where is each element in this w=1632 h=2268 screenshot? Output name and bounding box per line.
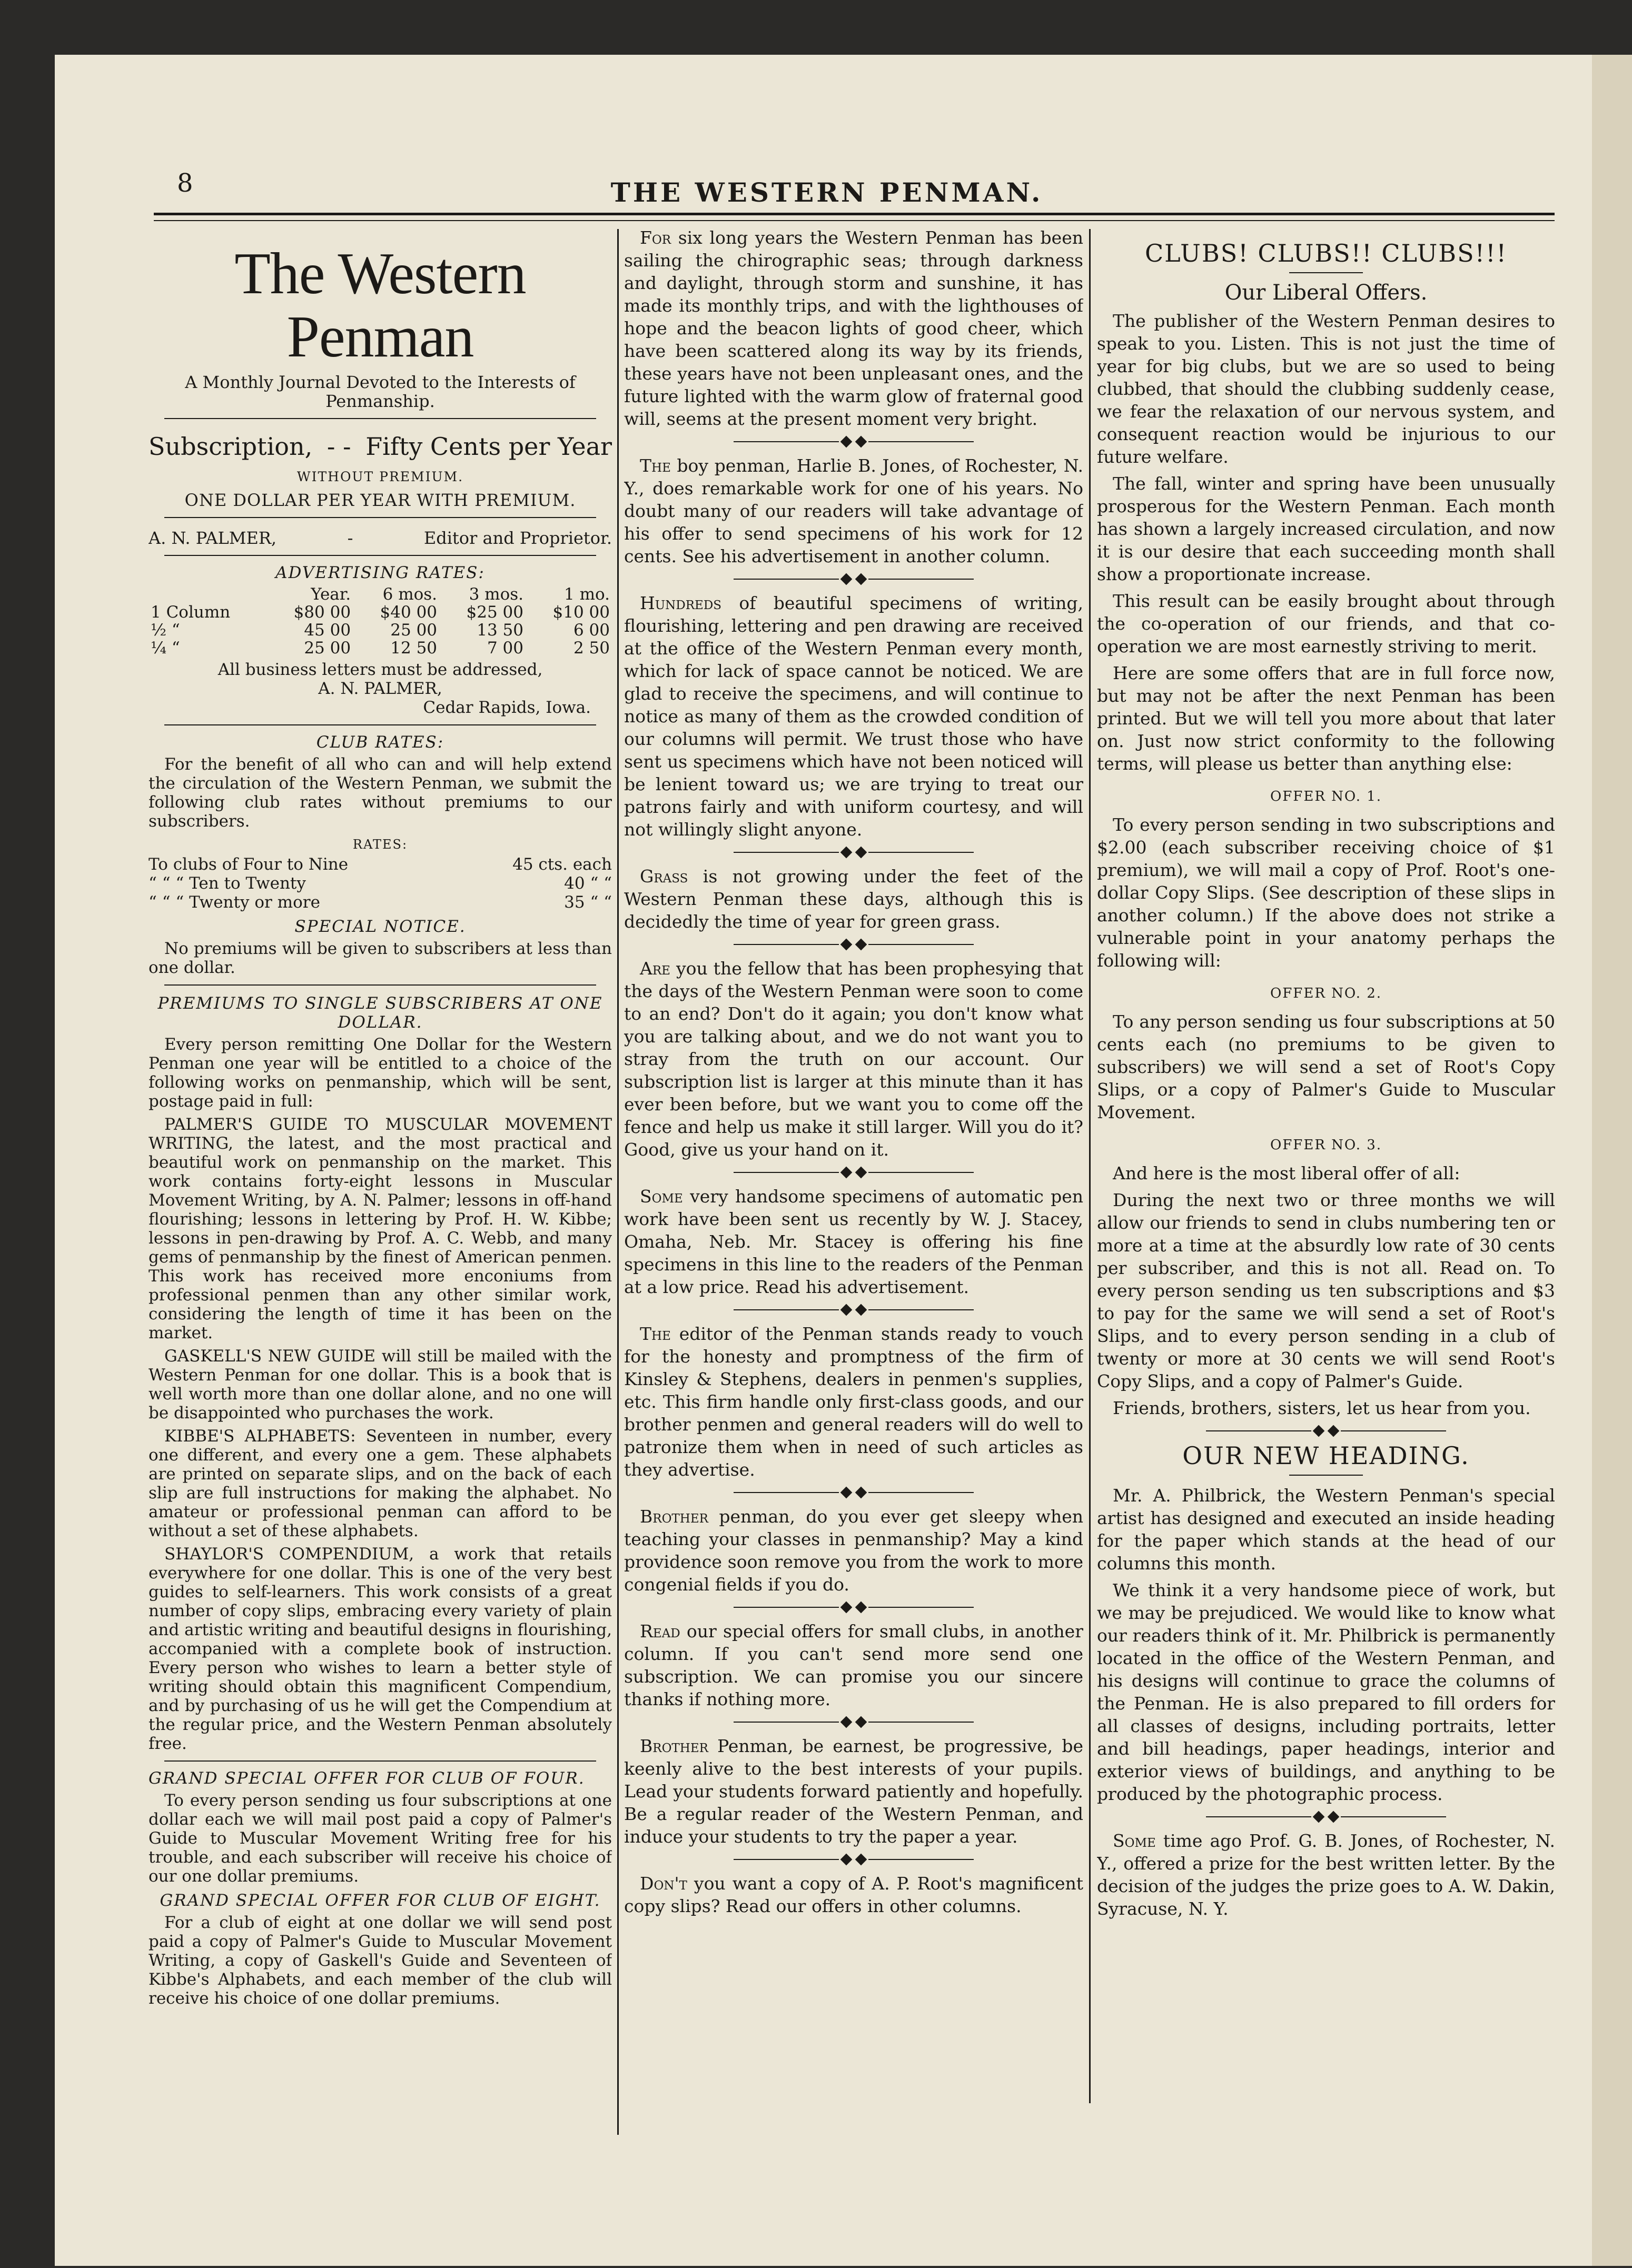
news-item [624,1505,1083,1596]
editor-role: Editor and Proprietor. [423,528,612,548]
premium-gaskell: GASKELL'S NEW GUIDE will still be mailed with the Western Penman for one dollar. This is a book that is well worth more than one dollar alone, and no one will be disappointed who purchases the work. [149,1347,612,1423]
news-text: you want a copy of A. P. Root's magnificent copy slips? Read our offers in other columns. [624,1873,1083,1916]
news-item [624,1185,1083,1298]
news-item [624,1872,1083,1917]
lead-word: Read [640,1621,680,1642]
running-title: THE WESTERN PENMAN. [610,177,1043,208]
news-text: editor of the Penman stands ready to vouch for the honesty and promptness of the firm of Kinsley & Stephens, dealers in penmen's supplies, etc. This firm handle only first-class goods, and our brother penmen and general readers will do well to patronize them when in need of such articles as they advertise. [624,1324,1083,1480]
news-text: Penman, be earnest, be progressive, be keenly alive to the best interests of your pupils. Lead your students forward patiently and hopefully. Be a regular reader of the Western Penman, and induce your students to try the paper a year. [624,1736,1083,1847]
column-3 [1097,226,1555,2101]
offer-text: And here is the most liberal offer of all: [1113,1163,1460,1183]
club-rate-row [149,874,612,893]
liberal-offers-heading: Our Liberal Offers. [1224,281,1428,305]
special-notice-heading: SPECIAL NOTICE. [294,917,466,936]
news-item [624,865,1083,933]
premium-shaylor: SHAYLOR'S COMPENDIUM, a work that retails everywhere for one dollar. This is one of the very best guides to self-learners. This work consists of a great number of copy slips, embracing every variety of plain and artistic writing and beautiful designs in flourishing, accompanied with a complete book of instruction. Every person who wishes to learn a better style of writing should obtain this magnificent Compendium, and by purchasing of us he will get the Compendium at the regular price, and the Western Penman absolutely free. [149,1545,612,1753]
ornament-divider [624,1306,1083,1314]
subscription-line [149,432,612,461]
ornament-divider [624,437,1083,446]
rate-cell: 25 00 [390,621,438,640]
ornament-divider [624,575,1083,583]
lead-word: For [640,227,671,248]
paragraph: This result can be easily brought about through the co-operation of our friends, and that co-operation we are most earnestly striving to merit. [1097,591,1555,656]
page-number: 8 [177,168,193,198]
news-text: our special offers for small clubs, in another column. If you can't send more send one subscription. We can promise you our sincere thanks if nothing more. [624,1621,1083,1709]
lead-word: Some [1113,1831,1156,1851]
club-rate-label: “ “ “ Twenty or more [149,893,320,912]
editor-line [149,529,612,548]
editor-name: A. N. PALMER, [149,528,277,548]
news-item [624,226,1083,430]
club-rate-value: 45 cts. each [512,855,612,874]
grand-four-heading: GRAND SPECIAL OFFER FOR CLUB OF FOUR. [149,1769,585,1788]
clubs-heading: CLUBS! CLUBS!! CLUBS!!! [1144,239,1508,267]
paragraph: The publisher of the Western Penman desires to speak to you. Listen. This is not just the time of year for big clubs, but we are so used to being clubbed, that should the clubbing suddenly cease, we fear the relaxation of our nervous system, and consequent reaction would be injurious to our future welfare. [1097,311,1555,467]
rate-cell: $25 00 [466,603,523,622]
ornament-divider [1097,1813,1555,1821]
subscription-dashes: - - [327,432,351,461]
news-text: penman, do you ever get sleepy when teaching your classes in penmanship? May a kind providence soon remove you from the work to more congenial fields if you do. [624,1506,1083,1595]
rates-row [149,621,612,639]
page-header [98,167,1556,215]
grand-four-text: To every person sending us four subscriptions at one dollar each we will mail post paid a copy of Palmer's Guide to Muscular Movement Writing free for his trouble, and each subscriber will receive his choice of our one dollar premiums. [149,1791,612,1886]
rate-cell: 25 00 [304,639,351,658]
lead-word: Some [640,1186,683,1207]
rate-cell: 2 50 [573,639,610,658]
news-item [624,592,1083,841]
offer-text: During the next two or three months we will allow our friends to send in clubs numbering ten or more at a time at the absurdly low rate of 30 cents per subscriber, and this is not all. Read on. To every person sending us ten subscriptions and $3 to pay for the same we will send a set of Root's Slips, and to every person sending in a club of twenty or more at 30 cents we will send Root's Copy Slips, and a copy of Palmer's Guide. [1097,1190,1555,1391]
rate-col: Year. [311,585,351,604]
club-rate-value: 40 “ “ [564,874,612,893]
offer-label: OFFER NO. 3. [1270,1137,1382,1153]
lead-word: Grass [640,866,688,887]
editor-dash: - [347,528,353,548]
divider [164,984,596,986]
column-divider-1 [617,229,619,2135]
offer-text: To every person sending in two subscriptions and $2.00 (each subscriber receiving choice of $1 premium), we will mail a copy of Prof. Root's one-dollar Copy Slips. (See description of these slips in another column.) If the above does not strike a vulnerable point in your anatomy perhaps the following will: [1097,814,1555,971]
rate-cell: $10 00 [552,603,610,622]
divider [164,724,596,725]
news-text: six long years the Western Penman has been sailing the chirographic seas; through darkness and daylight, through storm and sunshine, it has made its monthly trips, and with the lighthouses of hope and the beacon lights of good cheer, which have been scattered along its way by its friends, these years have not been unpleasant ones, and the future lighted with the warm glow of fraternal good will, seems at the present moment very bright. [624,227,1083,429]
rate-cell: 13 50 [477,621,523,640]
paragraph: The fall, winter and spring have been unusually prosperous for the Western Penman. Each month has shown a largely increased circulation, and now it is our desire that each succeeding month shall show a proportionate increase. [1097,473,1555,584]
grand-eight-heading: GRAND SPECIAL OFFER FOR CLUB OF EIGHT. [160,1891,601,1910]
paragraph: Here are some offers that are in full force now, but may not be after the next Penman has been printed. But we will tell you more about that later on. Just now strict conformity to the following terms, will please us better than anything else: [1097,663,1555,774]
club-text: For the benefit of all who can and will help extend the circulation of the Western Penman, we submit the following club rates without premiums to our subscribers. [149,755,612,831]
premium-palmer: PALMER'S GUIDE TO MUSCULAR MOVEMENT WRITING, the latest, and the most practical and beautiful work on penmanship on the market. This work contains forty-eight lessons in Muscular Movement Writing, by A. N. Palmer; lessons in off-hand flourishing; lessons in lettering by Prof. H. W. Kibbe; lessons in pen-drawing by Prof. A. C. Webb, and many gems of penmanship by the finest of American penmen. This work has received more enconiums from professional penmen than any other similar work, considering the length of time it has been on the market. [149,1115,612,1342]
grand-eight-text: For a club of eight at one dollar we will send post paid a copy of Palmer's Guide to Muscular Movement Writing, a copy of Gaskell's Guide and Seventeen of Kibbe's Alphabets, and each member of the club will receive his choice of one dollar premiums. [149,1913,612,2008]
special-notice-text: No premiums will be given to subscribers at less than one dollar. [149,939,612,977]
rate-cell: $40 00 [380,603,438,622]
new-heading-title: OUR NEW HEADING. [1182,1441,1470,1470]
paragraph: Mr. A. Philbrick, the Western Penman's special artist has designed and executed an inside heading for the paper which stands at the head of our columns this month. [1097,1485,1555,1574]
rate-cell: 12 50 [390,639,438,658]
ornament-divider [624,1168,1083,1177]
rate-col: 3 mos. [469,585,523,604]
news-text: boy penman, Harlie B. Jones, of Rochester, N. Y., does remarkable work for one of his years. No doubt many of our readers will take advantage of his offer to send specimens of his work for 12 cents. See his advertisement in another column. [624,455,1083,566]
lead-word: Are [640,958,670,979]
short-rule [1289,1475,1363,1476]
club-rate-row [149,855,612,874]
club-rate-label: To clubs of Four to Nine [149,855,349,874]
short-rule [1289,272,1363,273]
rate-cell: $80 00 [293,603,351,622]
rate-cell: 7 00 [487,639,523,658]
club-rate-value: 35 “ “ [564,893,612,912]
ornament-divider [624,848,1083,857]
club-rates-heading: CLUB RATES: [316,733,444,752]
premiums-intro: Every person remitting One Dollar for the Western Penman one year will be entitled to a choice of the following works on penmanship, which will be sent, postage paid in full: [149,1035,612,1111]
lead-word: Brother [640,1736,708,1756]
news-item [624,957,1083,1161]
news-text: time ago Prof. G. B. Jones, of Rochester, N. Y., offered a prize for the best written letter. By the decision of the judges the prize goes to A. W. Dakin, Syracuse, N. Y. [1097,1831,1555,1919]
ornament-divider [1097,1427,1555,1435]
rates-row [149,603,612,621]
masthead: The Western Penman [234,241,526,370]
header-rule-thin [154,220,1555,221]
news-text: is not growing under the feet of the Western Penman these days, although this is decidedly the time of year for green grass. [624,866,1083,932]
premium-kibbe: KIBBE'S ALPHABETS: Seventeen in number, every one different, and every one a gem. These alphabets are printed on separate slips, and on the back of each slip are full instructions for making the alphabet. No amateur or professional penman can afford to be without a set of these alphabets. [149,1427,612,1540]
news-item [624,1620,1083,1710]
divider [164,517,596,518]
news-item [624,1735,1083,1848]
without-premium: WITHOUT PREMIUM. [296,469,464,484]
rate-col: 6 mos. [382,585,438,604]
news-text: you the fellow that has been prophesying that the days of the Western Penman were soon to come to an end? Don't do it again; you don't know what you are talking about, and we do not want you to stray from the truth on our account. Our subscription list is larger at this minute than it has ever been before, but we want you to come off the fence and help us make it still larger. Will you do it? Good, give us your hand on it. [624,958,1083,1160]
lead-word: Hundreds [640,593,722,613]
club-rate-label: “ “ “ Ten to Twenty [149,874,306,893]
subscription-label: Subscription, [149,432,313,461]
offer-text: To any person sending us four subscriptions at 50 cents each (no premiums to be given to subscribers) we will send a set of Root's Copy Slips, or a copy of Palmer's Guide to Muscular Movement. [1097,1011,1555,1122]
rate-label: ¼ “ [151,639,180,658]
news-item [1097,1829,1555,1920]
tagline: A Monthly Journal Devoted to the Interests of Penmanship. [185,372,576,411]
next-page-edge [1592,55,1632,2266]
address-line: All business letters must be addressed, [217,660,543,679]
divider [164,555,596,556]
offer-label: OFFER NO. 2. [1270,986,1382,1001]
lead-word: Brother [640,1506,708,1527]
advertising-heading: ADVERTISING RATES: [275,563,485,582]
ornament-divider [624,1603,1083,1612]
with-premium: ONE DOLLAR PER YEAR WITH PREMIUM. [184,490,576,510]
news-text: very handsome specimens of automatic pen work have been sent us recently by W. J. Stacey, Omaha, Neb. Mr. Stacey is offering his fine specimens in this line to the readers of the Penman at a low price. Read his advertisement. [624,1186,1083,1297]
rates-row [149,639,612,657]
premiums-heading: PREMIUMS TO SINGLE SUBSCRIBERS AT ONE DOLLAR. [157,994,603,1032]
rate-label: 1 Column [151,603,231,622]
lead-word: The [640,1324,671,1344]
lead-word: The [640,455,671,476]
lead-word: Don't [640,1873,687,1894]
news-text: of beautiful specimens of writing, flourishing, lettering and pen drawing are received at the office of the Western Penman every month, which for lack of space cannot be noticed. We are glad to receive the specimens, and will continue to notice as many of them as the crowded condition of our columns will permit. We trust those who have sent us specimens which have not been noticed will be lenient toward us; we are trying to treat our patrons fairly and with uniform courtesy, and will not willingly slight anyone. [624,593,1083,840]
column-1 [149,226,612,2127]
address-city: Cedar Rapids, Iowa. [423,698,591,717]
ornament-divider [624,940,1083,949]
rates-label: RATES: [352,837,408,852]
paragraph: Friends, brothers, sisters, let us hear from you. [1113,1398,1531,1418]
news-item [624,1322,1083,1481]
divider [164,1760,596,1762]
rates-header-row [149,585,612,603]
rate-cell: 6 00 [573,621,610,640]
advertising-rates-table [149,585,612,657]
rate-cell: 45 00 [304,621,351,640]
rate-label: ½ “ [151,621,180,640]
ornament-divider [624,1718,1083,1726]
news-item [624,454,1083,568]
column-divider-2 [1089,229,1091,2103]
ornament-divider [624,1488,1083,1497]
header-rule [154,213,1555,215]
divider [164,418,596,419]
club-rate-row [149,893,612,912]
address-name: A. N. PALMER, [318,679,442,698]
column-2 [624,226,1083,2101]
subscription-price: Fifty Cents per Year [365,432,612,461]
offer-label: OFFER NO. 1. [1270,789,1382,804]
ornament-divider [624,1855,1083,1864]
paragraph: We think it a very handsome piece of work, but we may be prejudiced. We would like to know what our readers think of it. Mr. Philbrick is permanently located in the office of the Western Penman, and his designs will continue to grace the columns of the Penman. He is also prepared to fill orders for all classes of designs, including portraits, letter and bill headings, paper headings, interior and exterior views of buildings, and anything to be produced by the photographic process. [1097,1580,1555,1804]
rate-col: 1 mo. [564,585,610,604]
